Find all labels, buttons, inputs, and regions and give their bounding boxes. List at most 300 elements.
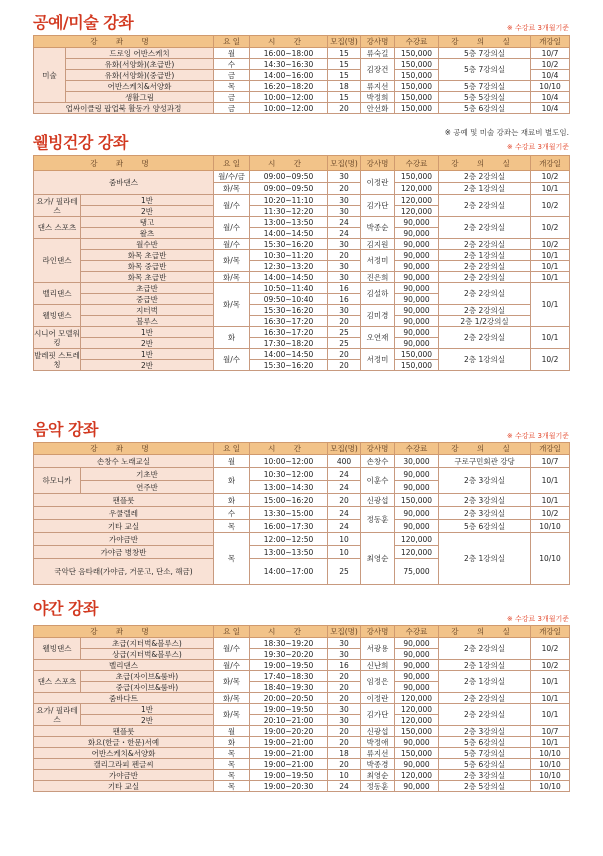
cap-cell: 15 xyxy=(328,92,361,103)
room-cell: 2층 3강의실 xyxy=(439,468,531,494)
time-cell: 09:00~09:50 xyxy=(250,171,328,183)
room-cell: 5층 6강의실 xyxy=(439,103,531,114)
table-row xyxy=(34,305,570,316)
table-row xyxy=(34,92,570,103)
course-name: 손창수 노래교실 xyxy=(34,455,214,468)
col-fee: 수강료 xyxy=(395,626,439,638)
cap-cell: 20 xyxy=(328,183,361,195)
day-cell: 화/목 xyxy=(214,671,250,693)
cap-cell: 30 xyxy=(328,261,361,272)
col-fee: 수강료 xyxy=(395,443,439,455)
start-cell: 10/2 xyxy=(531,507,570,520)
time-cell: 16:20~18:20 xyxy=(250,81,328,92)
time-cell: 14:00~17:00 xyxy=(250,559,328,585)
room-cell: 2층 2강의실 xyxy=(439,693,531,704)
time-cell: 15:30~16:20 xyxy=(250,360,328,371)
start-cell: 10/1 xyxy=(531,272,570,283)
start-cell: 10/2 xyxy=(531,59,570,70)
table-header xyxy=(34,36,570,48)
start-cell: 10/2 xyxy=(531,349,570,371)
sub-course: 2반 xyxy=(81,338,214,349)
sub-course: 연주반 xyxy=(81,481,214,494)
table-row xyxy=(34,261,570,272)
table-row xyxy=(34,48,570,59)
start-cell: 10/2 xyxy=(531,171,570,183)
fee-cell: 90,000 xyxy=(395,283,439,294)
sub-course: 1반 xyxy=(81,704,214,715)
teacher-cell: 류숙길 xyxy=(361,48,395,59)
fee-cell: 90,000 xyxy=(395,305,439,316)
day-cell: 목 xyxy=(214,520,250,533)
cap-cell: 20 xyxy=(328,737,361,748)
arts-section xyxy=(33,0,569,140)
day-cell: 월/수 xyxy=(214,638,250,660)
table-row xyxy=(34,250,570,261)
col-teacher: 강사명 xyxy=(361,626,395,638)
material-fee-note: ※ 공예 및 미술 강좌는 재료비 별도임. xyxy=(444,128,569,137)
teacher-cell: 김장건 xyxy=(361,59,395,81)
sub-course: 1반 xyxy=(81,327,214,338)
music-section xyxy=(33,421,569,599)
table-row xyxy=(34,638,570,649)
teacher-cell: 신광섭 xyxy=(361,494,395,507)
day-cell: 화/목 xyxy=(214,272,250,283)
fee-cell: 150,000 xyxy=(395,171,439,183)
table-row xyxy=(34,171,570,183)
day-cell: 화/목 xyxy=(214,693,250,704)
room-cell: 5층 7강의실 xyxy=(439,48,531,59)
fee-cell: 120,000 xyxy=(395,770,439,781)
day-cell: 금 xyxy=(214,92,250,103)
room-cell: 2층 5강의실 xyxy=(439,781,531,792)
room-cell: 2층 1강의실 xyxy=(439,671,531,693)
start-cell: 10/1 xyxy=(531,468,570,494)
sub-course: 상급(지터벅&블루스) xyxy=(81,649,214,660)
fee-cell: 90,000 xyxy=(395,737,439,748)
fee-cell: 150,000 xyxy=(395,103,439,114)
col-cap: 모집(명) xyxy=(328,626,361,638)
start-cell: 10/2 xyxy=(531,195,570,217)
sub-course: 2반 xyxy=(81,206,214,217)
start-cell: 10/1 xyxy=(531,183,570,195)
course-name: 기타 교실 xyxy=(34,781,214,792)
day-cell: 화 xyxy=(214,494,250,507)
room-cell: 2층 2강의실 xyxy=(439,272,531,283)
category-cell: 라인댄스 xyxy=(34,239,81,283)
time-cell: 19:00~20:20 xyxy=(250,726,328,737)
course-name: 벨리댄스 xyxy=(34,660,214,671)
teacher-cell: 서광용 xyxy=(361,638,395,660)
time-cell: 14:00~14:50 xyxy=(250,228,328,239)
fee-basis-note: ※ 수강료 3개월기준 xyxy=(506,24,569,32)
fee-cell: 75,000 xyxy=(395,559,439,585)
category-cell: 댄스 스포츠 xyxy=(34,217,81,239)
cap-cell: 10 xyxy=(328,770,361,781)
course-name: 화요(한글・한문)서예 xyxy=(34,737,214,748)
course-name: 드로잉 어반스케치 xyxy=(66,48,214,59)
teacher-cell: 이정란 xyxy=(361,171,395,195)
day-cell: 월/수 xyxy=(214,349,250,371)
room-cell: 5층 7강의실 xyxy=(439,59,531,81)
teacher-cell: 류지선 xyxy=(361,81,395,92)
teacher-cell: 이훈수 xyxy=(361,468,395,494)
start-cell: 10/10 xyxy=(531,81,570,92)
teacher-cell: 이정란 xyxy=(361,693,395,704)
table-header xyxy=(34,156,570,171)
cap-cell: 16 xyxy=(328,283,361,294)
day-cell: 월/수 xyxy=(214,217,250,239)
day-cell: 금 xyxy=(214,70,250,81)
table-header xyxy=(34,626,570,638)
col-day: 요 일 xyxy=(214,443,250,455)
time-cell: 12:30~13:20 xyxy=(250,261,328,272)
time-cell: 20:00~20:50 xyxy=(250,693,328,704)
col-room: 강 의 실 xyxy=(439,156,531,171)
col-time: 시 간 xyxy=(250,626,328,638)
cap-cell: 24 xyxy=(328,481,361,494)
fee-cell: 90,000 xyxy=(395,338,439,349)
start-cell: 10/10 xyxy=(531,759,570,770)
fee-cell: 120,000 xyxy=(395,546,439,559)
section-title-music: 음악 강좌 xyxy=(33,420,98,439)
start-cell: 10/10 xyxy=(531,770,570,781)
col-course: 강 좌 명 xyxy=(34,626,214,638)
start-cell: 10/1 xyxy=(531,671,570,693)
teacher-cell: 임정은 xyxy=(361,671,395,693)
day-cell: 월/수/금 xyxy=(214,171,250,183)
fee-cell: 90,000 xyxy=(395,468,439,481)
col-room: 강 의 실 xyxy=(439,626,531,638)
fee-cell: 90,000 xyxy=(395,520,439,533)
sub-course: 2반 xyxy=(81,715,214,726)
cap-cell: 16 xyxy=(328,660,361,671)
cap-cell: 15 xyxy=(328,70,361,81)
start-cell: 10/10 xyxy=(531,781,570,792)
table-row xyxy=(34,272,570,283)
start-cell: 10/2 xyxy=(531,239,570,250)
time-cell: 16:00~17:30 xyxy=(250,520,328,533)
day-cell: 수 xyxy=(214,59,250,70)
start-cell: 10/1 xyxy=(531,327,570,349)
fee-cell: 150,000 xyxy=(395,81,439,92)
cap-cell: 20 xyxy=(328,360,361,371)
fee-cell: 90,000 xyxy=(395,682,439,693)
cap-cell: 30 xyxy=(328,206,361,217)
category-cell: 댄스 스포츠 xyxy=(34,671,81,693)
time-cell: 13:00~13:50 xyxy=(250,546,328,559)
room-cell: 2층 3강의실 xyxy=(439,770,531,781)
category-cell: 요가/ 필라테스 xyxy=(34,195,81,217)
table-row xyxy=(34,316,570,327)
teacher-cell: 정동훈 xyxy=(361,781,395,792)
cap-cell: 20 xyxy=(328,103,361,114)
start-cell: 10/1 xyxy=(531,283,570,327)
table-row xyxy=(34,748,570,759)
start-cell: 10/1 xyxy=(531,261,570,272)
fee-cell: 90,000 xyxy=(395,649,439,660)
fee-cell: 120,000 xyxy=(395,693,439,704)
section-title-wellbeing: 웰빙건강 강좌 xyxy=(33,133,128,152)
time-cell: 15:30~16:20 xyxy=(250,239,328,250)
room-cell: 2층 2강의실 xyxy=(439,239,531,250)
cap-cell: 10 xyxy=(328,546,361,559)
room-cell: 2층 1강의실 xyxy=(439,250,531,261)
cap-cell: 24 xyxy=(328,217,361,228)
course-name: 기타 교실 xyxy=(34,520,214,533)
start-cell: 10/7 xyxy=(531,726,570,737)
cap-cell: 20 xyxy=(328,316,361,327)
time-cell: 19:00~19:50 xyxy=(250,704,328,715)
time-cell: 18:30~19:20 xyxy=(250,638,328,649)
col-start: 개강일 xyxy=(531,626,570,638)
cap-cell: 24 xyxy=(328,507,361,520)
cap-cell: 30 xyxy=(328,704,361,715)
fee-cell: 120,000 xyxy=(395,195,439,206)
day-cell: 화 xyxy=(214,737,250,748)
col-day: 요 일 xyxy=(214,626,250,638)
table-row xyxy=(34,349,570,360)
room-cell: 5층 7강의실 xyxy=(439,81,531,92)
category-cell: 웰빙댄스 xyxy=(34,305,81,327)
fee-cell: 30,000 xyxy=(395,455,439,468)
sub-course: 2반 xyxy=(81,360,214,371)
teacher-cell: 박정희 xyxy=(361,92,395,103)
start-cell: 10/1 xyxy=(531,693,570,704)
teacher-cell: 박종순 xyxy=(361,217,395,239)
course-name: 생활그림 xyxy=(66,92,214,103)
teacher-cell: 오연재 xyxy=(361,327,395,349)
day-cell: 금 xyxy=(214,103,250,114)
day-cell: 월/수 xyxy=(214,660,250,671)
fee-cell: 150,000 xyxy=(395,92,439,103)
cap-cell: 10 xyxy=(328,533,361,546)
col-cap: 모집(명) xyxy=(328,443,361,455)
table-row xyxy=(34,494,570,507)
fee-cell: 90,000 xyxy=(395,217,439,228)
time-cell: 13:30~15:00 xyxy=(250,507,328,520)
room-cell: 2층 3강의실 xyxy=(439,507,531,520)
arts-table xyxy=(33,35,570,114)
room-cell: 2층 2강의실 xyxy=(439,305,531,316)
room-cell: 5층 6강의실 xyxy=(439,759,531,770)
col-course: 강 좌 명 xyxy=(34,156,214,171)
start-cell: 10/2 xyxy=(531,638,570,660)
room-cell: 5층 6강의실 xyxy=(439,737,531,748)
teacher-cell: 박정애 xyxy=(361,737,395,748)
start-cell: 10/1 xyxy=(531,737,570,748)
start-cell: 10/2 xyxy=(531,217,570,239)
col-cap: 모집(명) xyxy=(328,36,361,48)
sub-course: 1반 xyxy=(81,195,214,206)
time-cell: 13:00~13:50 xyxy=(250,217,328,228)
category-cell: 웰빙댄스 xyxy=(34,638,81,660)
time-cell: 19:00~21:00 xyxy=(250,759,328,770)
col-room: 강 의 실 xyxy=(439,443,531,455)
col-fee: 수강료 xyxy=(395,36,439,48)
room-cell: 2층 1강의실 xyxy=(439,349,531,371)
sub-course: 지터벅 xyxy=(81,305,214,316)
room-cell: 5층 6강의실 xyxy=(439,520,531,533)
time-cell: 10:50~11:40 xyxy=(250,283,328,294)
time-cell: 14:30~16:30 xyxy=(250,59,328,70)
table-row xyxy=(34,327,570,338)
fee-cell: 120,000 xyxy=(395,183,439,195)
col-day: 요 일 xyxy=(214,156,250,171)
fee-cell: 120,000 xyxy=(395,704,439,715)
table-row xyxy=(34,759,570,770)
cap-cell: 30 xyxy=(328,195,361,206)
music-table xyxy=(33,442,570,585)
col-course: 강 좌 명 xyxy=(34,36,214,48)
category-cell: 요가/ 필라테스 xyxy=(34,704,81,726)
time-cell: 09:00~09:50 xyxy=(250,183,328,195)
time-cell: 19:00~21:00 xyxy=(250,748,328,759)
time-cell: 10:00~12:00 xyxy=(250,92,328,103)
sub-course: 탱고 xyxy=(81,217,214,228)
fee-cell: 90,000 xyxy=(395,239,439,250)
fee-basis-note: ※ 수강료 3개월기준 xyxy=(506,143,569,151)
section-title-arts: 공예/미술 강좌 xyxy=(33,13,134,32)
time-cell: 16:30~17:20 xyxy=(250,327,328,338)
course-name: 국악단 음타래(가야금, 거문고, 단소, 해금) xyxy=(34,559,214,585)
teacher-cell: 진은희 xyxy=(361,272,395,283)
time-cell: 10:20~11:10 xyxy=(250,195,328,206)
room-cell: 5층 7강의실 xyxy=(439,748,531,759)
fee-cell: 90,000 xyxy=(395,781,439,792)
wellbeing-section xyxy=(33,134,569,419)
time-cell: 13:00~14:30 xyxy=(250,481,328,494)
col-cap: 모집(명) xyxy=(328,156,361,171)
teacher-cell: 신난희 xyxy=(361,660,395,671)
teacher-cell: 김미경 xyxy=(361,305,395,327)
fee-cell: 150,000 xyxy=(395,48,439,59)
cap-cell: 24 xyxy=(328,520,361,533)
time-cell: 20:10~21:00 xyxy=(250,715,328,726)
day-cell: 월 xyxy=(214,455,250,468)
fee-cell: 150,000 xyxy=(395,726,439,737)
teacher-cell: 박종경 xyxy=(361,759,395,770)
fee-cell: 120,000 xyxy=(395,715,439,726)
day-cell: 목 xyxy=(214,770,250,781)
day-cell: 화/목 xyxy=(214,704,250,726)
time-cell: 15:30~16:20 xyxy=(250,305,328,316)
cap-cell: 20 xyxy=(328,494,361,507)
teacher-cell: 류지선 xyxy=(361,748,395,759)
fee-cell: 150,000 xyxy=(395,59,439,70)
fee-cell: 90,000 xyxy=(395,294,439,305)
fee-cell: 120,000 xyxy=(395,206,439,217)
time-cell: 19:30~20:20 xyxy=(250,649,328,660)
cap-cell: 16 xyxy=(328,294,361,305)
teacher-cell: 정동훈 xyxy=(361,507,395,533)
sub-course: 월수반 xyxy=(81,239,214,250)
sub-course: 초급(자이브&룸바) xyxy=(81,671,214,682)
start-cell: 10/10 xyxy=(531,748,570,759)
sub-course: 기초반 xyxy=(81,468,214,481)
sub-course: 왈츠 xyxy=(81,228,214,239)
fee-cell: 90,000 xyxy=(395,481,439,494)
table-row xyxy=(34,507,570,520)
time-cell: 19:00~21:00 xyxy=(250,737,328,748)
table-row xyxy=(34,59,570,70)
start-cell: 10/1 xyxy=(531,704,570,726)
course-name: 가야금반 xyxy=(34,770,214,781)
teacher-cell: 안선화 xyxy=(361,103,395,114)
room-cell: 2층 3강의실 xyxy=(439,726,531,737)
day-cell: 화 xyxy=(214,468,250,494)
cap-cell: 25 xyxy=(328,327,361,338)
cap-cell: 30 xyxy=(328,715,361,726)
time-cell: 17:40~18:30 xyxy=(250,671,328,682)
teacher-cell: 서정미 xyxy=(361,349,395,371)
day-cell: 화 xyxy=(214,327,250,349)
fee-cell: 90,000 xyxy=(395,759,439,770)
room-cell: 2층 2강의실 xyxy=(439,704,531,726)
fee-cell: 150,000 xyxy=(395,360,439,371)
room-cell: 2층 1강의실 xyxy=(439,533,531,585)
room-cell: 2층 2강의실 xyxy=(439,261,531,272)
col-room: 강 의 실 xyxy=(439,36,531,48)
day-cell: 화/목 xyxy=(214,250,250,272)
col-start: 개강일 xyxy=(531,36,570,48)
day-cell: 월 xyxy=(214,726,250,737)
sub-course: 화목 중급반 xyxy=(81,261,214,272)
time-cell: 17:30~18:20 xyxy=(250,338,328,349)
course-name: 어반스케치&서양화 xyxy=(66,81,214,92)
course-name: 우쿨렐레 xyxy=(34,507,214,520)
fee-cell: 90,000 xyxy=(395,660,439,671)
time-cell: 10:30~12:00 xyxy=(250,468,328,481)
fee-basis-note: ※ 수강료 3개월기준 xyxy=(506,615,569,623)
teacher-cell: 최영순 xyxy=(361,533,395,585)
sub-course: 초급(지터벅&블루스) xyxy=(81,638,214,649)
cap-cell: 20 xyxy=(328,682,361,693)
table-row xyxy=(34,770,570,781)
table-row xyxy=(34,693,570,704)
category-cell: 시니어 모델워킹 xyxy=(34,328,80,347)
table-row xyxy=(34,726,570,737)
cap-cell: 18 xyxy=(328,748,361,759)
teacher-cell: 최영순 xyxy=(361,770,395,781)
time-cell: 16:00~18:00 xyxy=(250,48,328,59)
time-cell: 19:00~20:30 xyxy=(250,781,328,792)
time-cell: 11:30~12:20 xyxy=(250,206,328,217)
night-section xyxy=(33,600,569,856)
teacher-cell: 손창수 xyxy=(361,455,395,468)
time-cell: 10:00~12:00 xyxy=(250,455,328,468)
category-cell: 하모니카 xyxy=(34,468,81,494)
room-cell: 2층 2강의실 xyxy=(439,171,531,183)
fee-basis-note: ※ 수강료 3개월기준 xyxy=(506,432,569,440)
room-cell: 2층 2강의실 xyxy=(439,638,531,660)
course-name: 유화(서양화)(초급반) xyxy=(66,59,214,70)
start-cell: 10/4 xyxy=(531,92,570,103)
time-cell: 16:30~17:20 xyxy=(250,316,328,327)
cap-cell: 24 xyxy=(328,468,361,481)
night-table xyxy=(33,625,570,792)
table-row xyxy=(34,455,570,468)
sub-course: 화목 초급반 xyxy=(81,250,214,261)
course-name: 가야금반 xyxy=(34,533,214,546)
table-row xyxy=(34,239,570,250)
cap-cell: 20 xyxy=(328,671,361,682)
start-cell: 10/10 xyxy=(531,520,570,533)
col-time: 시 간 xyxy=(250,156,328,171)
room-cell: 2층 2강의실 xyxy=(439,283,531,305)
table-row xyxy=(34,468,570,481)
table-row xyxy=(34,81,570,92)
course-name: 가야금 병창반 xyxy=(34,546,214,559)
